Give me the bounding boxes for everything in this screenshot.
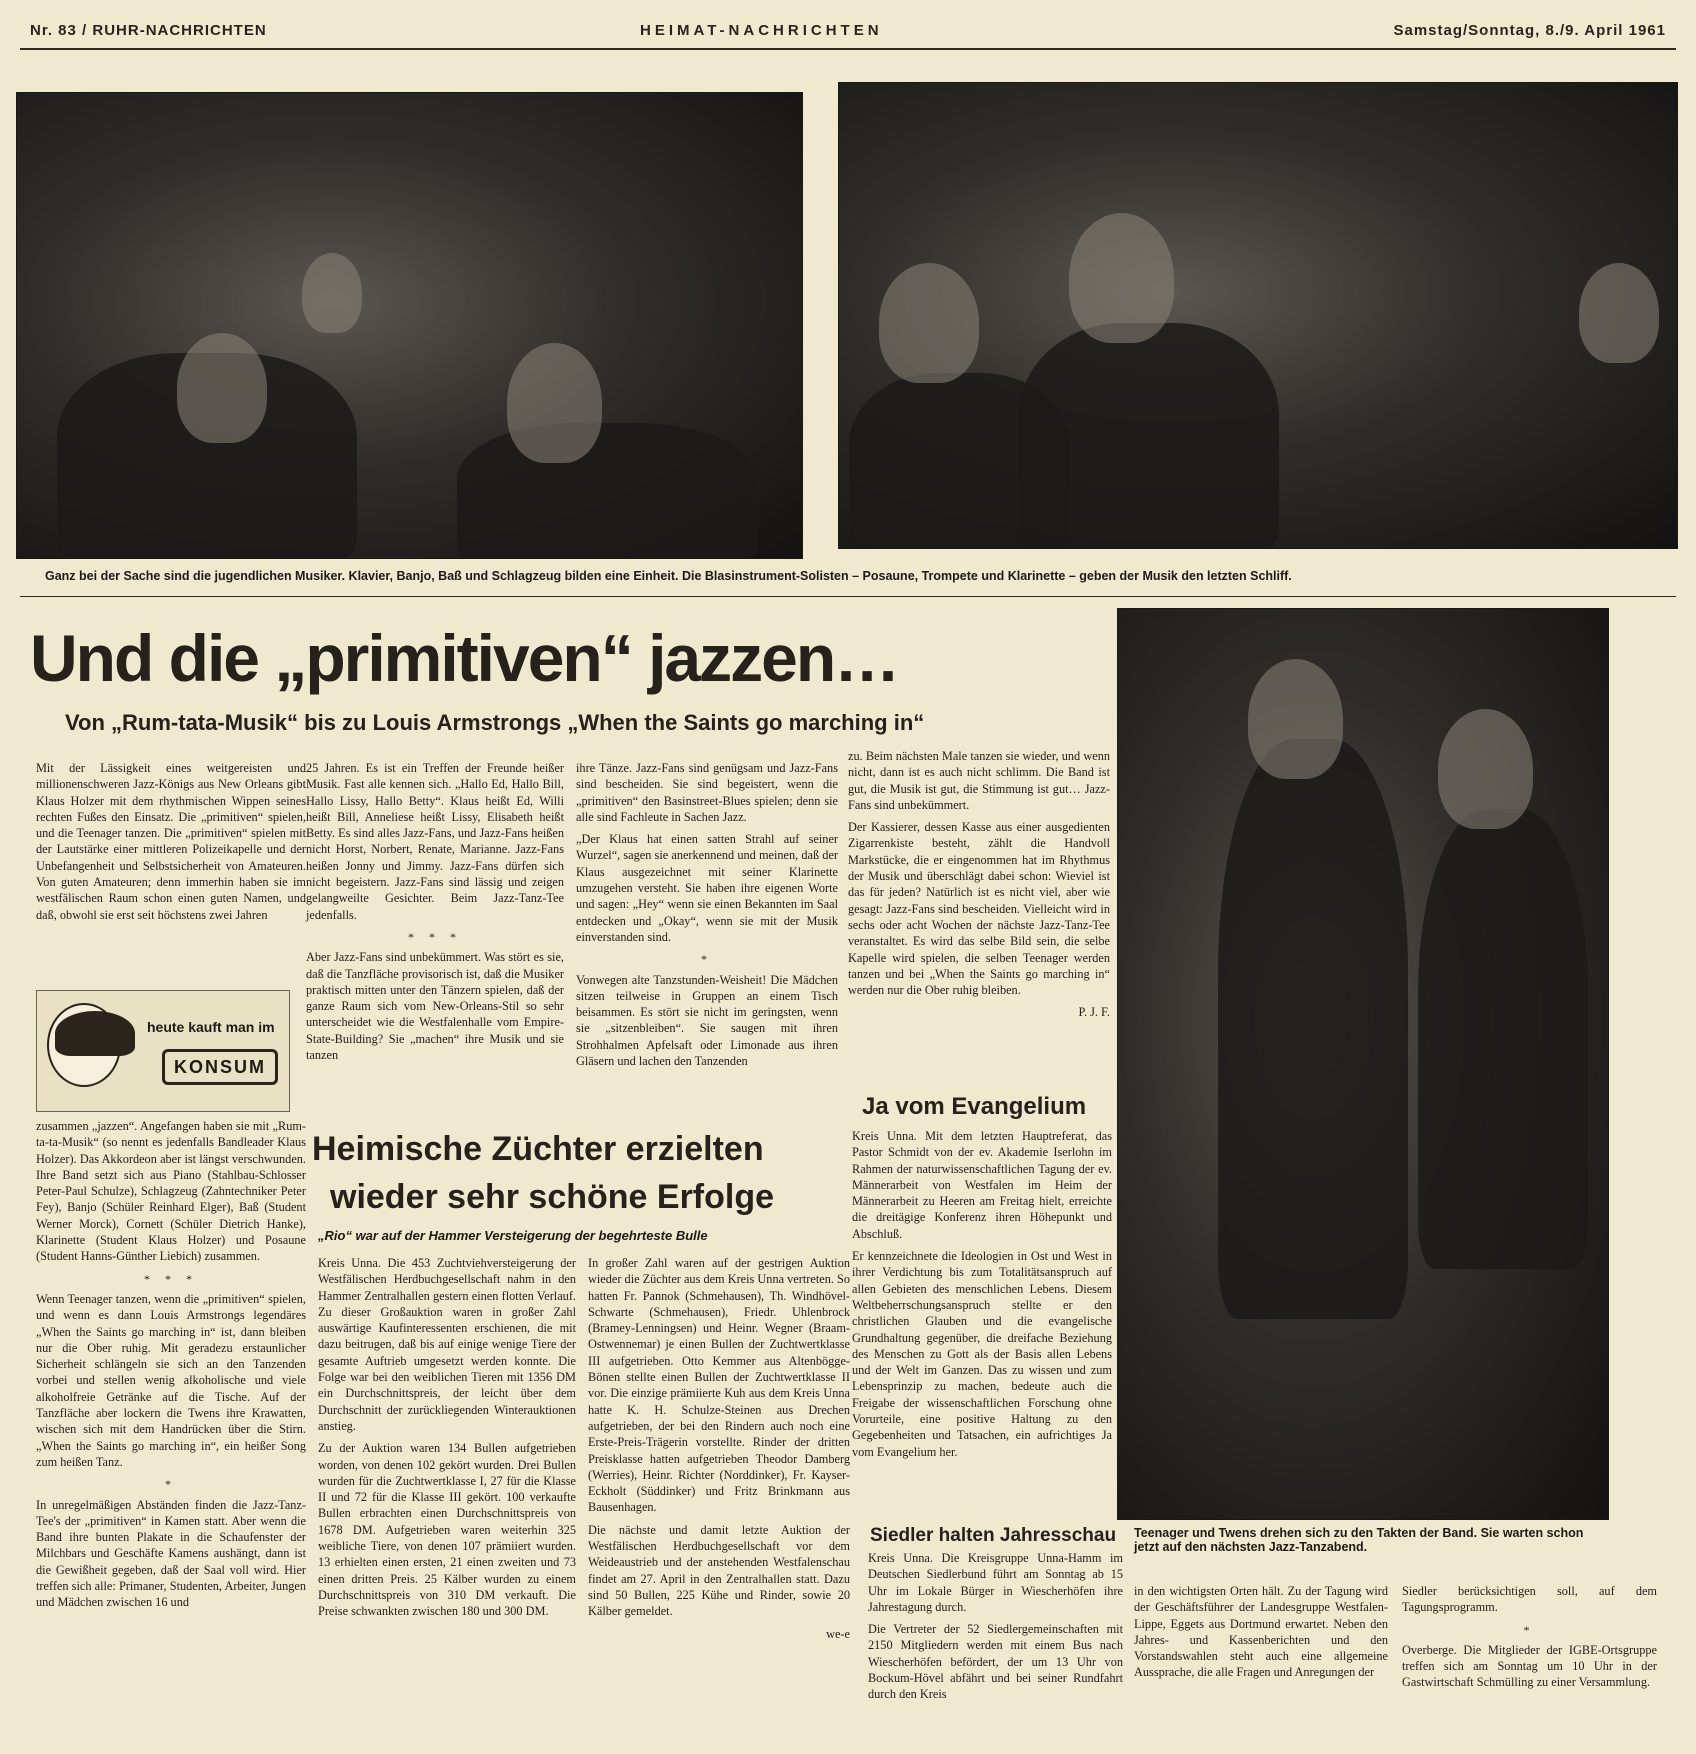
- article-paragraph: Der Kassierer, dessen Kasse aus einer ausgedienten Zigarrenkiste besteht, zählt die Handvoll Markstücke, die er eingenommen hat im Rhythmus der Musik und überschlägt dabei schon: Wieviel ist das für jeden? Natürlich ist es nicht viel, aber wie gesagt: Jazz-Fans sind bescheiden. Vielleicht wird in sechs oder acht Wochen der nächste Jazz-Tanz-Tee veranstaltet. Es wird das selbe Bild sein, die selbe Kapelle wird spielen, die selben Teenager werden tanzen und bei „When the Saints go marching in“ werden nur die Ober ruhig bleiben.: [848, 820, 1110, 998]
- article-paragraph: ihre Tänze. Jazz-Fans sind genügsam und Jazz-Fans sind bescheiden. Sie sind begeistert, wenn die „primitiven“ den Basinstreet-Blues spielen; denn sie alle sind Fachleute in Sachen Jazz.: [576, 761, 838, 824]
- siedler-col1: [868, 1550, 1123, 1709]
- article-paragraph: Kreis Unna. Mit dem letzten Hauptreferat, das Pastor Schmidt von der ev. Akademie Iserlohn im Rahmen der naturwissenschaftlichen Tagung der ev. Männerarbeit von Westfalen im Heim der Männerarbeit zu Heeren am Freitag hielt, erreichte die dreitägige Konferenz ihren Höhepunkt und Abschluß.: [852, 1129, 1112, 1241]
- article-col3: ihre Tänze. Jazz-Fans sind genügsam und Jazz-Fans sind bescheiden. Sie sind begeistert, wenn die „primitiven“ den Basinstreet-Blues spielen; denn sie alle sind Fachleute in Sachen Jazz. „Der Klaus hat einen satten Strahl auf seiner Wurzel“, sagen sie anerkennend und meinen, daß der Klaus ausgezeichnet mit seiner Klarinette umzugehen versteht. Sie haben ihre eigenen Worte und sagen: „Hey“ wenn sie einen Bekannten im Saal entdecken und „Okay“, wenn sie mit der Musik einverstanden sind. * Vonwegen alte Tanzstunden-Weisheit! Die Mädchen sitzen teilweise in Gruppen an einem Tisch beisammen. Es stört sie nicht im geringsten, wenn sie „sitzenbleiben“. Sie saugen mit ihren Strohhalmen Apfelsaft oder Limonade aus ihren Gläsern und lachen den Tanzenden: [576, 761, 838, 1069]
- article-paragraph: Kreis Unna. Die 453 Zuchtviehversteigerung der Westfälischen Herdbuchgesellschaft nahm in den Hammer Zentralhallen gestern einen flotten Verlauf. Zu dieser Großauktion waren in großer Zahl auswärtige Kaufinteressenten erschienen, die mit dazu beitrugen, daß bis auf einige wenige Tiere der gesamte Auftrieb umgesetzt werden konnte. Die Folge war bei den weiblichen Tieren mit 1356 DM ein Durchschnittspreis, der leicht über dem Durchschnitt der zurückliegenden Winterauktionen anstieg.: [318, 1256, 576, 1433]
- article-paragraph: Wenn Teenager tanzen, wenn die „primitiven“ spielen, und wenn es dann Louis Armstrongs legendäres „When the Saints go marching in“ ist, dann bleiben nur die Ober ruhig. Mit geradezu erstaunlicher Sicherheit schlängeln sie sich an den Tanzenden vorbei und stellen wenig alkoholische und viele alkoholfreie Getränke auf die Tische. Auf der Tanzfläche aber lockern die Twens ihre Krawatten, wischen sich mit dem Handrücken über die Stirn. „When the Saints go marching in“, ein heißer Song zum heißen Tanz.: [36, 1291, 306, 1469]
- article-byline: P. J. F.: [1078, 1005, 1110, 1020]
- overberge-notice: Overberge. Die Mitglieder der IGBE-Ortsgruppe treffen sich am Sonntag um 10 Uhr in der Gastwirtschaft Schmülling zu einer Versammlung.: [1402, 1642, 1657, 1690]
- article-paragraph: Die Vertreter der 52 Siedlergemeinschaften mit 2150 Mitgliedern werden mit einem Bus nach Wiescherhöfen befördert, der um 13 Uhr von Bockum-Hövel abfährt und bei seiner Rundfahrt durch den Kreis: [868, 1622, 1123, 1702]
- article-col1-top: [36, 760, 306, 929]
- ad-slogan: heute kauft man im: [147, 1019, 275, 1035]
- masthead-date: Samstag/Sonntag, 8./9. April 1961: [1393, 22, 1666, 39]
- article-paragraph: Siedler berücksichtigen soll, auf dem Tagungsprogramm.: [1402, 1584, 1657, 1615]
- masthead-rule: [20, 48, 1676, 50]
- article-col4: [848, 748, 1110, 1021]
- article-paragraph: Vonwegen alte Tanzstunden-Weisheit! Die Mädchen sitzen teilweise in Gruppen an einem Tisch beisammen. Es stört sie nicht im geringsten, wenn sie „sitzenbleiben“. Sie saugen mit ihren Strohhalmen Apfelsaft oder Limonade aus ihren Gläsern und lachen den Tanzenden: [576, 972, 838, 1069]
- article-paragraph: Aber Jazz-Fans sind unbekümmert. Was stört es sie, daß die Tanzfläche provisorisch ist, daß die Musiker praktisch mitten unter den Tänzern spielen, daß der ganze Raum sich vom New-Orleans-Stil so sehr unterscheidet wie die Westfalenhalle vom Empire-State-Building? Sie „machen“ ihre Musik und sie tanzen: [306, 950, 564, 1063]
- zuechter-signature: we-e: [826, 1626, 850, 1641]
- article-paragraph: Er kennzeichnete die Ideologien in Ost und West in ihrer Verdichtung bis zum Totalitätsanspruch auf allen Gebieten des menschlichen Lebens. Diesem Weltbeherrschungsanspruch stellte er den christlichen Glauben und die evangelische Grundhaltung gegenüber, die dreifache Beziehung des Menschen zu Gott als der Basis allen Lebens und der Welt im Ganzen. Das zu wissen und zum Lebensprinzip zu machen, bedeute auch die Freigabe der wissenschaftlichen Forschung ohne Vorurteile, eine positive Haltung zu den Gegebenheiten und Tatsachen, ein aufrichtiges Ja vom Evangelium her.: [852, 1249, 1112, 1459]
- masthead-center: HEIMAT-NACHRICHTEN: [640, 22, 883, 39]
- section-rule: [20, 596, 1676, 597]
- main-subheadline: Von „Rum-tata-Musik“ bis zu Louis Armstrongs „When the Saints go marching in“: [65, 710, 925, 735]
- zuechter-subhead: „Rio“ war auf der Hammer Versteigerung der begehrteste Bulle: [318, 1228, 708, 1243]
- siedler-col2: [1134, 1583, 1388, 1687]
- masthead-left: Nr. 83 / RUHR-NACHRICHTEN: [30, 22, 267, 39]
- zuechter-col1: [318, 1255, 576, 1626]
- woman-face-illustration: [47, 1003, 121, 1087]
- top-photo-caption: Ganz bei der Sache sind die jugendlichen Musiker. Klavier, Banjo, Baß und Schlagzeug bilden eine Einheit. Die Blasinstrument-Solisten – Posaune, Trompete und Klarinette – geben der Musik den letzten Schliff.: [45, 569, 1292, 583]
- article-col2: 25 Jahren. Es ist ein Treffen der Freunde heißer Musik. Fast alle kennen sich. „Hallo Ed, Hallo Bill, Hallo Lissy, Hallo Betty“. Klaus heißt Ed, Willi heißt Bill, Anneliese heißt Lissy, Elisabeth heißt Betty. Es sind alles Jazz-Fans, und Jazz-Fans heißen nicht Horst, Norbert, Renate, Marianne. Jazz-Fans heißen Jonny und Jimmy. Jazz-Fans dürfen sich nicht begeistern. Jazz-Fans sind lässig und zeigen gelangweilte Gesichter. Beim Jazz-Tanz-Tee jedenfalls. * * * Aber Jazz-Fans sind unbekümmert. Was stört es sie, daß die Tanzfläche provisorisch ist, daß die Musiker praktisch mitten unter den Tänzern spielen, daß der ganze Raum sich vom New-Orleans-Stil so sehr unterscheidet wie die Westfalenhalle vom Empire-State-Building? Sie „machen“ ihre Musik und sie tanzen: [306, 761, 564, 1063]
- photo-dancers: [1117, 608, 1609, 1520]
- zuechter-headline-2: wieder sehr schöne Erfolge: [330, 1178, 775, 1216]
- evangelium-headline: Ja vom Evangelium: [862, 1093, 1087, 1120]
- article-paragraph: Kreis Unna. Die Kreisgruppe Unna-Hamm im Deutschen Siedlerbund führt am Sonntag ab 15 Uhr im Lokale Bürger in Wiescherhöfen ihre Jahrestagung durch.: [868, 1551, 1123, 1614]
- evangelium-body: [852, 1128, 1112, 1466]
- article-paragraph: Mit der Lässigkeit eines weitgereisten und millionenschweren Jazz-Königs aus New Orleans gibt Klaus Holzer mit dem rhythmischen Wippen seines rechten Fußes den Einsatz. Die „primitiven“ spielen, und die Teenager tanzen. Die „primitiven“ spielen mit der Lautstärke einer mittleren Polizeikapelle und der Unbefangenheit und Selbstsicherheit von Amateuren. Von guten Amateuren; denn immerhin haben sie im westfälischen Raum schon einen guten Namen, und daß, obwohl sie erst seit höchstens zwei Jahren: [36, 761, 306, 922]
- siedler-col3: Siedler berücksichtigen soll, auf dem Tagungsprogramm. * Overberge. Die Mitglieder der IGBE-Ortsgruppe treffen sich am Sonntag um 10 Uhr in der Gastwirtschaft Schmülling zu einer Versammlung.: [1402, 1584, 1657, 1690]
- article-paragraph: In unregelmäßigen Abständen finden die Jazz-Tanz-Tee's der „primitiven“ in Kamen statt. Aber wenn die Band ihre bunten Plakate in die Schaufenster der Milchbars und Geschäfte Kamens aushängt, dann ist die Gewißheit gegeben, daß der Saal voll wird. Hier treffen sich alle: Primaner, Studenten, Arbeiter, Jungen und Mädchen zwischen 16 und: [36, 1497, 306, 1610]
- siedler-headline: Siedler halten Jahresschau: [870, 1525, 1117, 1546]
- article-paragraph: zu. Beim nächsten Male tanzen sie wieder, und wenn nicht, dann ist es auch nicht schlimm. Die Band ist gut, die Musik ist gut, die Stimmung ist gut… Jazz-Fans sind unbekümmert.: [848, 749, 1110, 812]
- zuechter-col2: [588, 1255, 850, 1642]
- article-paragraph: in den wichtigsten Orten hält. Zu der Tagung wird der Geschäftsführer der Landesgruppe Westfalen-Lippe, Eggets aus Dortmund erwartet. Neben den Jahres- und Kassenberichten und den Vorstandswahlen steht auch eine allgemeine Aussprache, die alle Fragen und Anregungen der: [1134, 1584, 1388, 1680]
- main-headline: Und die „primitiven“ jazzen…: [30, 621, 899, 695]
- photo-musicians-rhythm: [16, 92, 803, 559]
- article-paragraph: „Der Klaus hat einen satten Strahl auf seiner Wurzel“, sagen sie anerkennend und meinen, daß der Klaus ausgezeichnet mit seiner Klarinette umzugehen versteht. Sie haben ihre eigenen Worte und sagen: „Hey“ wenn sie einen Bekannten im Saal entdecken und „Okay“, wenn sie mit der Musik einverstanden sind.: [576, 832, 838, 944]
- article-paragraph: zusammen „jazzen“. Angefangen haben sie mit „Rum-ta-ta-Musik“ (so nennt es jedenfalls Bandleader Klaus Holzer). Das Akkordeon aber ist längst verschwunden. Ihre Band setzt sich aus Piano (Stahlbau-Schlosser Peter-Paul Schulze), Schlagzeug (Zahntechniker Peter Fey), Banjo (Schüler Reinhard Elger), Baß (Student Werner Morck), Cornett (Schüler Dietrich Hanke), Klarinette (Student Klaus Holzer) und Posaune (Student Hanns-Günther Liebich) zusammen.: [36, 1119, 306, 1264]
- article-col1-bottom: zusammen „jazzen“. Angefangen haben sie mit „Rum-ta-ta-Musik“ (so nennt es jedenfalls Bandleader Klaus Holzer). Das Akkordeon aber ist längst verschwunden. Ihre Band setzt sich aus Piano (Stahlbau-Schlosser Peter-Paul Schulze), Schlagzeug (Zahntechniker Peter Fey), Banjo (Schüler Reinhard Elger), Baß (Student Werner Morck), Cornett (Schüler Dietrich Hanke), Klarinette (Student Klaus Holzer) und Posaune (Student Hanns-Günther Liebich) zusammen. * * * Wenn Teenager tanzen, wenn die „primitiven“ spielen, und wenn es dann Louis Armstrongs legendäres „When the Saints go marching in“ ist, dann bleiben nur die Ober ruhig. Mit geradezu erstaunlicher Sicherheit schlängeln sie sich an den Tanzenden vorbei und stellen wenig alkoholische und viele alkoholfreie Getränke auf die Tische. Auf der Tanzfläche aber lockern die Twens ihre Krawatten, wischen sich mit dem Handrücken über die Stirn. „When the Saints go marching in“, ein heißer Song zum heißen Tanz. * In unregelmäßigen Abständen finden die Jazz-Tanz-Tee's der „primitiven“ in Kamen statt. Aber wenn die Band ihre bunten Plakate in die Schaufenster der Milchbars und Geschäfte Kamens aushängt, dann ist die Gewißheit gegeben, daß der Saal voll wird. Hier treffen sich alle: Primaner, Studenten, Arbeiter, Jungen und Mädchen zwischen 16 und: [36, 1119, 306, 1610]
- zuechter-headline-1: Heimische Züchter erzielten: [312, 1130, 764, 1168]
- konsum-logo: KONSUM: [162, 1049, 278, 1085]
- dancers-photo-caption: Teenager und Twens drehen sich zu den Takten der Band. Sie warten schon jetzt auf den nächsten Jazz-Tanzabend.: [1134, 1526, 1584, 1554]
- konsum-ad: [36, 990, 290, 1112]
- article-paragraph: In großer Zahl waren auf der gestrigen Auktion wieder die Züchter aus dem Kreis Unna vertreten. So hatten Fr. Pannok (Schmehausen), Th. Windhövel-Schwarte (Schmehausen), Friedr. Uhlenbrock (Bramey-Lenningsen) und Heinr. Wegner (Braam-Ostwennemar) je einen Bullen der Zuchtwertklasse III aufgetrieben. Otto Kemmer aus Altenbögge-Bönen stellte einen Bullen der Zuchtwertklasse II vor. Die einzige prämiierte Kuh aus dem Kreis Unna hatte K. H. Schulze-Steinen aus Drechen aufgetrieben, der bei den Rindern auch noch eine Erste-Preis-Trägerin vorstellte. Rinder der dritten Preisklasse hatten aufgetrieben Theodor Damberg (Werries), Heinr. Richter (Norddinker), Fr. Kayser-Eckholt (Süddinker) und Fritz Brinkmann aus Bausenhagen.: [588, 1256, 850, 1515]
- article-paragraph: 25 Jahren. Es ist ein Treffen der Freunde heißer Musik. Fast alle kennen sich. „Hallo Ed, Hallo Bill, Hallo Lissy, Hallo Betty“. Klaus heißt Ed, Willi heißt Bill, Anneliese heißt Lissy, Elisabeth heißt Betty. Es sind alles Jazz-Fans, und Jazz-Fans heißen nicht Horst, Norbert, Renate, Marianne. Jazz-Fans heißen Jonny und Jimmy. Jazz-Fans dürfen sich nicht begeistern. Jazz-Fans sind lässig und zeigen gelangweilte Gesichter. Beim Jazz-Tanz-Tee jedenfalls.: [306, 761, 564, 922]
- article-paragraph: Zu der Auktion waren 134 Bullen aufgetrieben worden, von denen 102 gekört wurden. Drei Bullen wurden für die Zuchtwertklasse I, 27 für die Klasse II und 72 für die Klasse III gekört. 100 verkaufte Bullen erbrachten einen Durchschnittspreis von 1678 DM. Aufgetrieben waren weiterhin 325 weibliche Tiere, von denen 107 prämiiert wurden. 13 erhielten einen ersten, 21 einen zweiten und 73 einen dritten Preis. 25 Kälber wurden zu einem Durchschnittspreis von 310 DM verkauft. Die Preise schwankten zwischen 180 und 300 DM.: [318, 1441, 576, 1619]
- article-paragraph: Die nächste und damit letzte Auktion der Westfälischen Herdbuchgesellschaft vor dem Weideaustrieb und der anstehenden Westfalenschau findet am 27. April in den Zentralhallen statt. Dazu sind 50 Bullen, 225 Kühe und Rinder, sowie 20 Kälber gemeldet.: [588, 1522, 850, 1619]
- photo-brass-soloists: [838, 82, 1678, 549]
